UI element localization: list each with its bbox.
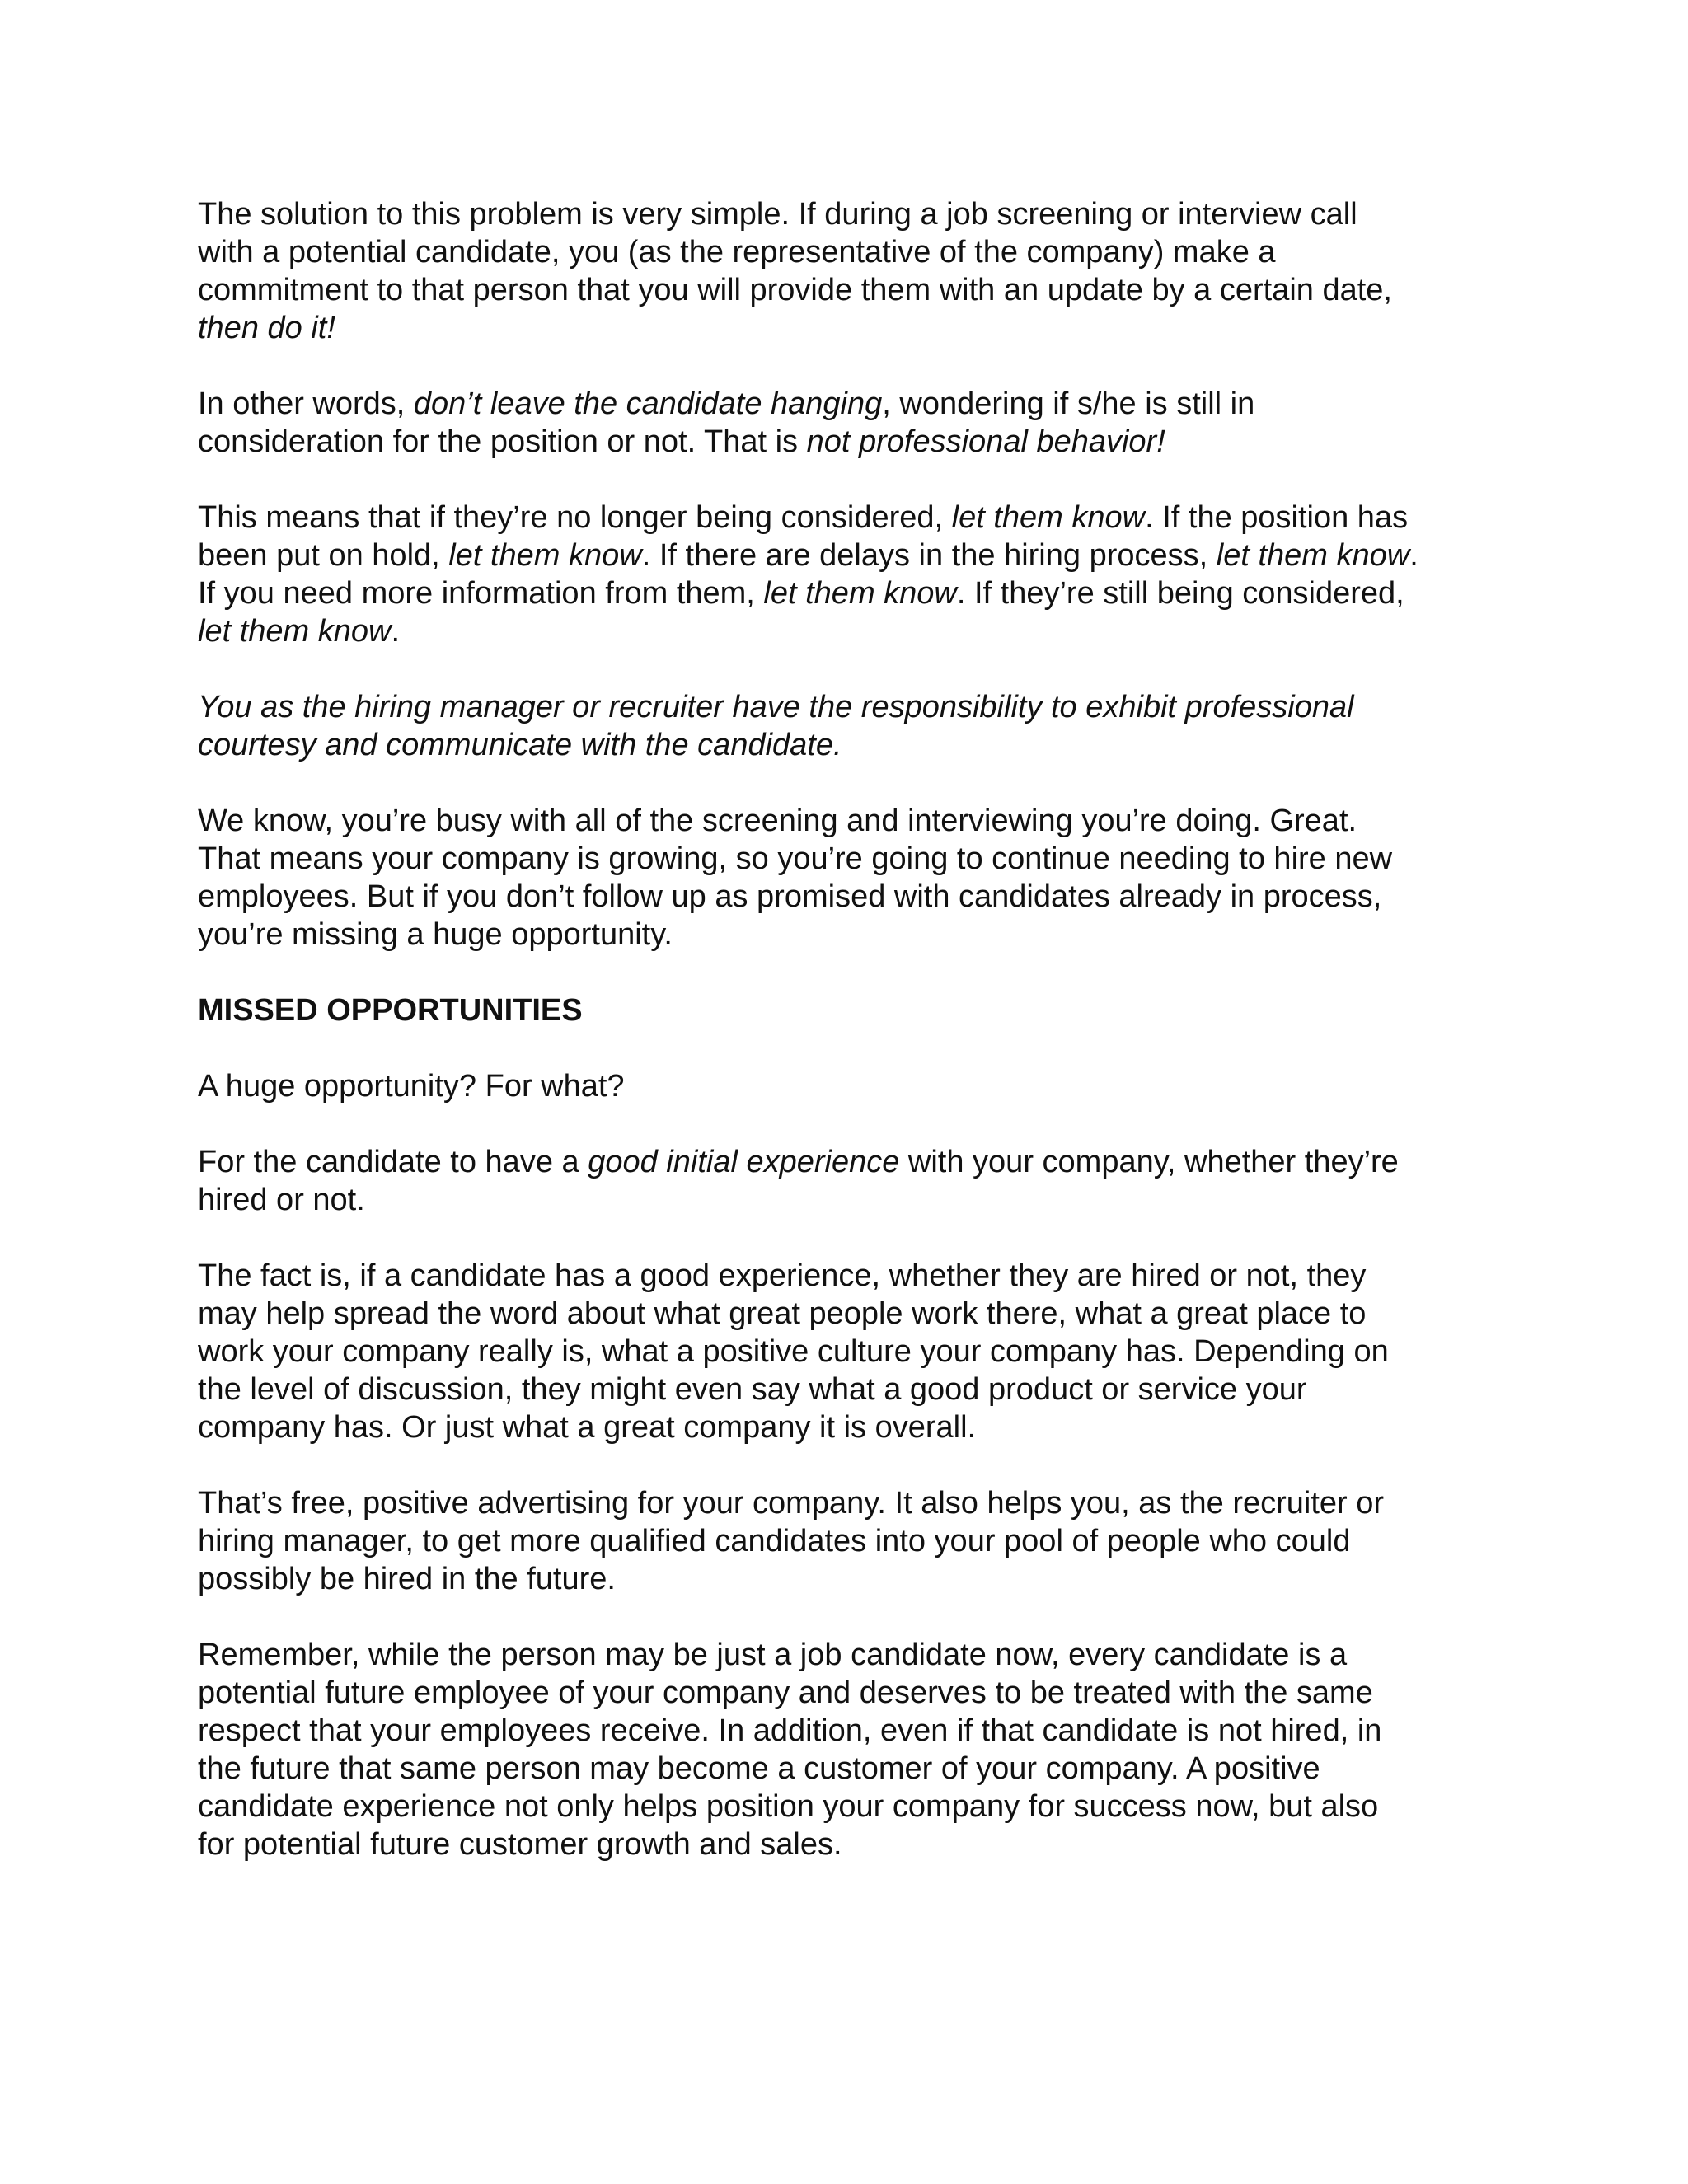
text-span: the future that same person may become a customer of your company. A positive bbox=[198, 1751, 1320, 1786]
text-line bbox=[198, 1560, 1517, 1598]
text-line bbox=[198, 1484, 1517, 1522]
text-span: possibly be hired in the future. bbox=[198, 1562, 616, 1596]
text-span: the level of discussion, they might even say what a good product or service your bbox=[198, 1372, 1307, 1407]
italic-text: let them know bbox=[951, 500, 1146, 535]
text-line bbox=[198, 423, 1517, 461]
italic-text: let them know bbox=[448, 538, 642, 573]
text-line bbox=[198, 1825, 1517, 1863]
text-line bbox=[198, 1750, 1517, 1788]
text-span: Remember, while the person may be just a job candidate now, every candidate is a bbox=[198, 1638, 1348, 1672]
text-span: potential future employee of your company and deserves to be treated with the same bbox=[198, 1675, 1373, 1710]
text-line bbox=[198, 1636, 1517, 1674]
text-span: candidate experience not only helps position your company for success now, but also bbox=[198, 1789, 1379, 1824]
text-span: . bbox=[1409, 538, 1418, 573]
text-span: We know, you’re busy with all of the screening and interviewing you’re doing. Great. bbox=[198, 804, 1357, 838]
text-span: That’s free, positive advertising for your company. It also helps you, as the recruiter or bbox=[198, 1486, 1385, 1521]
text-line bbox=[198, 1295, 1517, 1333]
text-span: The solution to this problem is very simple. If during a job screening or interview call bbox=[198, 197, 1357, 232]
text-line bbox=[198, 726, 1517, 764]
text-span: If you need more information from them, bbox=[198, 576, 764, 611]
text-span: . bbox=[391, 614, 401, 649]
text-span: company has. Or just what a great company it is overall. bbox=[198, 1410, 977, 1445]
text-line bbox=[198, 1371, 1517, 1408]
section-heading: MISSED OPPORTUNITIES bbox=[198, 993, 583, 1028]
text-span: , wondering if s/he is still in bbox=[882, 387, 1255, 421]
text-span: . If there are delays in the hiring process, bbox=[641, 538, 1217, 573]
text-line bbox=[198, 878, 1517, 916]
text-line bbox=[198, 271, 1517, 309]
text-line bbox=[198, 309, 1517, 347]
text-span: A huge opportunity? For what? bbox=[198, 1069, 625, 1104]
paragraph bbox=[198, 499, 1517, 650]
text-line bbox=[198, 1674, 1517, 1712]
text-span: This means that if they’re no longer being considered, bbox=[198, 500, 952, 535]
text-line bbox=[198, 233, 1517, 271]
text-line bbox=[198, 1712, 1517, 1750]
text-span: That means your company is growing, so you’re going to continue needing to hire new bbox=[198, 841, 1393, 876]
italic-text: let them know bbox=[1216, 538, 1410, 573]
italic-text: good initial experience bbox=[588, 1145, 900, 1179]
text-span: commitment to that person that you will provide them with an update by a certain date, bbox=[198, 273, 1392, 307]
text-line bbox=[198, 1522, 1517, 1560]
italic-text: let them know bbox=[763, 576, 957, 611]
text-span: consideration for the position or not. That is bbox=[198, 424, 807, 459]
italic-text: then do it! bbox=[198, 311, 335, 345]
paragraph bbox=[198, 1067, 1517, 1105]
text-line bbox=[198, 499, 1517, 537]
text-line bbox=[198, 385, 1517, 423]
paragraph bbox=[198, 385, 1517, 461]
text-line bbox=[198, 916, 1517, 954]
text-line bbox=[198, 537, 1517, 574]
text-span: with a potential candidate, you (as the representative of the company) make a bbox=[198, 235, 1276, 269]
text-span: work your company really is, what a positive culture your company has. Depending on bbox=[198, 1334, 1389, 1369]
text-line bbox=[198, 1143, 1517, 1181]
text-line bbox=[198, 1067, 1517, 1105]
italic-text: not professional behavior! bbox=[806, 424, 1165, 459]
paragraph bbox=[198, 195, 1517, 347]
paragraph bbox=[198, 1484, 1517, 1598]
text-line bbox=[198, 1408, 1517, 1446]
text-span: may help spread the word about what great people work there, what a great place to bbox=[198, 1296, 1367, 1331]
text-line bbox=[198, 802, 1517, 840]
text-span: In other words, bbox=[198, 387, 414, 421]
text-span: with your company, whether they’re bbox=[899, 1145, 1399, 1179]
text-line bbox=[198, 1788, 1517, 1825]
italic-text: You as the hiring manager or recruiter have the responsibility to exhibit professional bbox=[198, 690, 1354, 724]
text-span: . If the position has bbox=[1145, 500, 1409, 535]
text-span: employees. But if you don’t follow up as promised with candidates already in process, bbox=[198, 879, 1382, 914]
italic-text: courtesy and communicate with the candidate. bbox=[198, 728, 842, 762]
text-line bbox=[198, 1181, 1517, 1219]
text-line bbox=[198, 1257, 1517, 1295]
text-line bbox=[198, 574, 1517, 612]
text-line bbox=[198, 1333, 1517, 1371]
text-line bbox=[198, 612, 1517, 650]
text-span: you’re missing a huge opportunity. bbox=[198, 917, 673, 952]
italic-text: don’t leave the candidate hanging bbox=[413, 387, 883, 421]
text-line bbox=[198, 840, 1517, 878]
paragraph bbox=[198, 688, 1517, 764]
text-span: been put on hold, bbox=[198, 538, 449, 573]
paragraph bbox=[198, 802, 1517, 954]
paragraph bbox=[198, 1636, 1517, 1863]
text-span: For the candidate to have a bbox=[198, 1145, 588, 1179]
text-span: hired or not. bbox=[198, 1183, 365, 1217]
italic-text: let them know bbox=[198, 614, 392, 649]
text-span: for potential future customer growth and sales. bbox=[198, 1827, 842, 1862]
paragraph bbox=[198, 1257, 1517, 1446]
text-span: respect that your employees receive. In addition, even if that candidate is not hired, in bbox=[198, 1713, 1382, 1748]
text-line bbox=[198, 195, 1517, 233]
text-span: . If they’re still being considered, bbox=[956, 576, 1404, 611]
paragraph bbox=[198, 1143, 1517, 1219]
text-span: hiring manager, to get more qualified candidates into your pool of people who could bbox=[198, 1524, 1351, 1558]
text-span: The fact is, if a candidate has a good experience, whether they are hired or not, they bbox=[198, 1258, 1367, 1293]
document-body bbox=[198, 195, 1517, 1901]
text-line bbox=[198, 688, 1517, 726]
